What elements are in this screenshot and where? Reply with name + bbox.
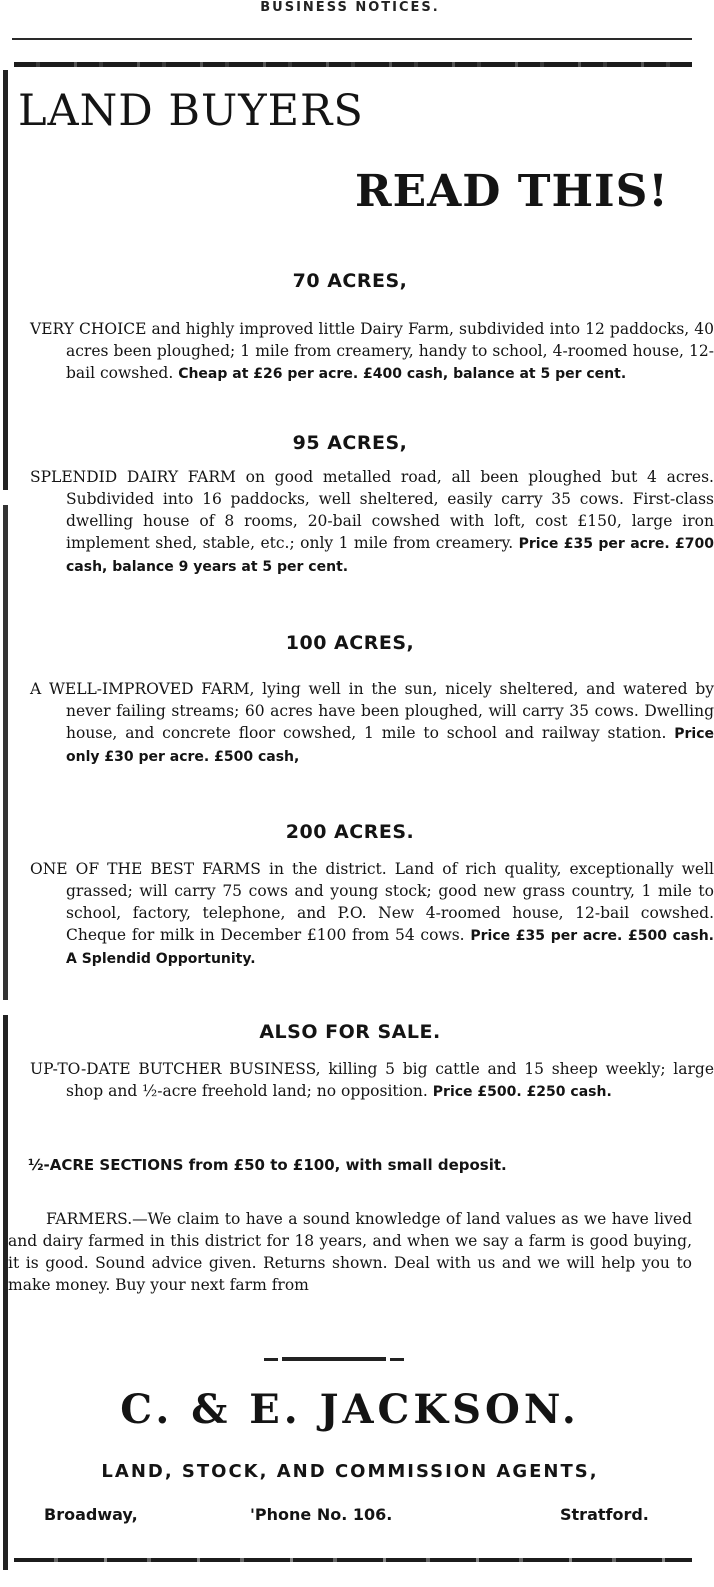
listing-body: on good metalled road, all been ploughed but 4 acres. Subdivided into 16 paddocks, well sheltered, easily carry 35 cows. First-class dwelling house of 8 rooms, 20-bail cowshed with loft, cost £150, large iron implement shed, stable, etc.; only 1 mile from creamery. bbox=[66, 468, 714, 552]
listing-lead: VERY CHOICE bbox=[30, 320, 147, 338]
listing-heading: 95 ACRES, bbox=[292, 432, 408, 454]
listing-paragraph bbox=[30, 858, 714, 970]
sections-line: ½-ACRE SECTIONS from £50 to £100, with small deposit. bbox=[28, 1156, 507, 1174]
listing-price: Price only £30 per acre. £500 cash, bbox=[66, 726, 714, 765]
listing-heading: 200 ACRES. bbox=[285, 821, 415, 843]
listing-paragraph bbox=[30, 1058, 714, 1103]
listing-body: killing 5 big cattle and 15 sheep weekly; large shop and ½-acre freehold land; no opposition. bbox=[66, 1060, 714, 1100]
headline-read-this: READ THIS! bbox=[355, 166, 669, 217]
listing-body: in the district. Land of rich quality, exceptionally well grassed; will carry 75 cows and young stock; good new grass country, 1 mile to school, factory, telephone, and P.O. New 4-roomed house, 12-bail cowshed. Cheque for milk in December £100 from 54 cows. bbox=[66, 860, 714, 944]
listing-body: and highly improved little Dairy Farm, subdivided into 12 paddocks, 40 acres been ploughed; 1 mile from creamery, handy to school, 4-roomed house, 12-bail cowshed. bbox=[66, 320, 714, 382]
listing-paragraph bbox=[30, 318, 714, 385]
listing-heading: 70 ACRES, bbox=[292, 270, 408, 292]
listing-paragraph bbox=[30, 466, 714, 578]
listing-lead: ONE OF THE BEST FARMS bbox=[30, 860, 261, 878]
listing-price: Price £35 per acre. £500 cash. A Splendid Opportunity. bbox=[66, 928, 714, 967]
address-right: Stratford. bbox=[560, 1505, 649, 1524]
firm-name: C. & E. JACKSON. bbox=[120, 1386, 580, 1433]
farmers-paragraph: FARMERS.—We claim to have a sound knowledge of land values as we have lived and dairy farmed in this district for 18 years, and when we say a farm is good buying, it is good. Sound advice given. Returns shown. Deal with us and we will help you to make money. Buy your next farm from bbox=[8, 1210, 692, 1294]
ornament-divider bbox=[264, 1356, 404, 1362]
address-left: Broadway, bbox=[44, 1505, 138, 1524]
firm-role: LAND, STOCK, AND COMMISSION AGENTS, bbox=[101, 1461, 599, 1482]
listing-lead: UP-TO-DATE BUTCHER BUSINESS, bbox=[30, 1060, 321, 1078]
headline-land-buyers: LAND BUYERS bbox=[18, 86, 364, 136]
listing-lead: SPLENDID DAIRY FARM bbox=[30, 468, 236, 486]
advert-top-border bbox=[14, 62, 692, 67]
phone-number: 'Phone No. 106. bbox=[250, 1505, 393, 1524]
listing-lead: A WELL-IMPROVED FARM, bbox=[30, 680, 255, 698]
listing-price: Price £500. £250 cash. bbox=[432, 1084, 612, 1100]
listing-body: lying well in the sun, nicely sheltered, and watered by never failing streams; 60 acres have been ploughed, will carry 35 cows. Dwelling house, and concrete floor cowshed, 1 mile to school and railway station. bbox=[66, 680, 714, 742]
advert-left-border bbox=[3, 70, 8, 1570]
header-rule bbox=[12, 38, 692, 40]
listing-price: Price £35 per acre. £700 cash, balance 9 years at 5 per cent. bbox=[66, 536, 714, 575]
listing-heading: ALSO FOR SALE. bbox=[259, 1021, 441, 1043]
listing-paragraph bbox=[30, 678, 714, 768]
advert-bottom-border bbox=[14, 1558, 692, 1562]
listing-price: Cheap at £26 per acre. £400 cash, balance at 5 per cent. bbox=[178, 366, 627, 382]
section-header: BUSINESS NOTICES. bbox=[260, 0, 440, 15]
listing-heading: 100 ACRES, bbox=[285, 632, 415, 654]
